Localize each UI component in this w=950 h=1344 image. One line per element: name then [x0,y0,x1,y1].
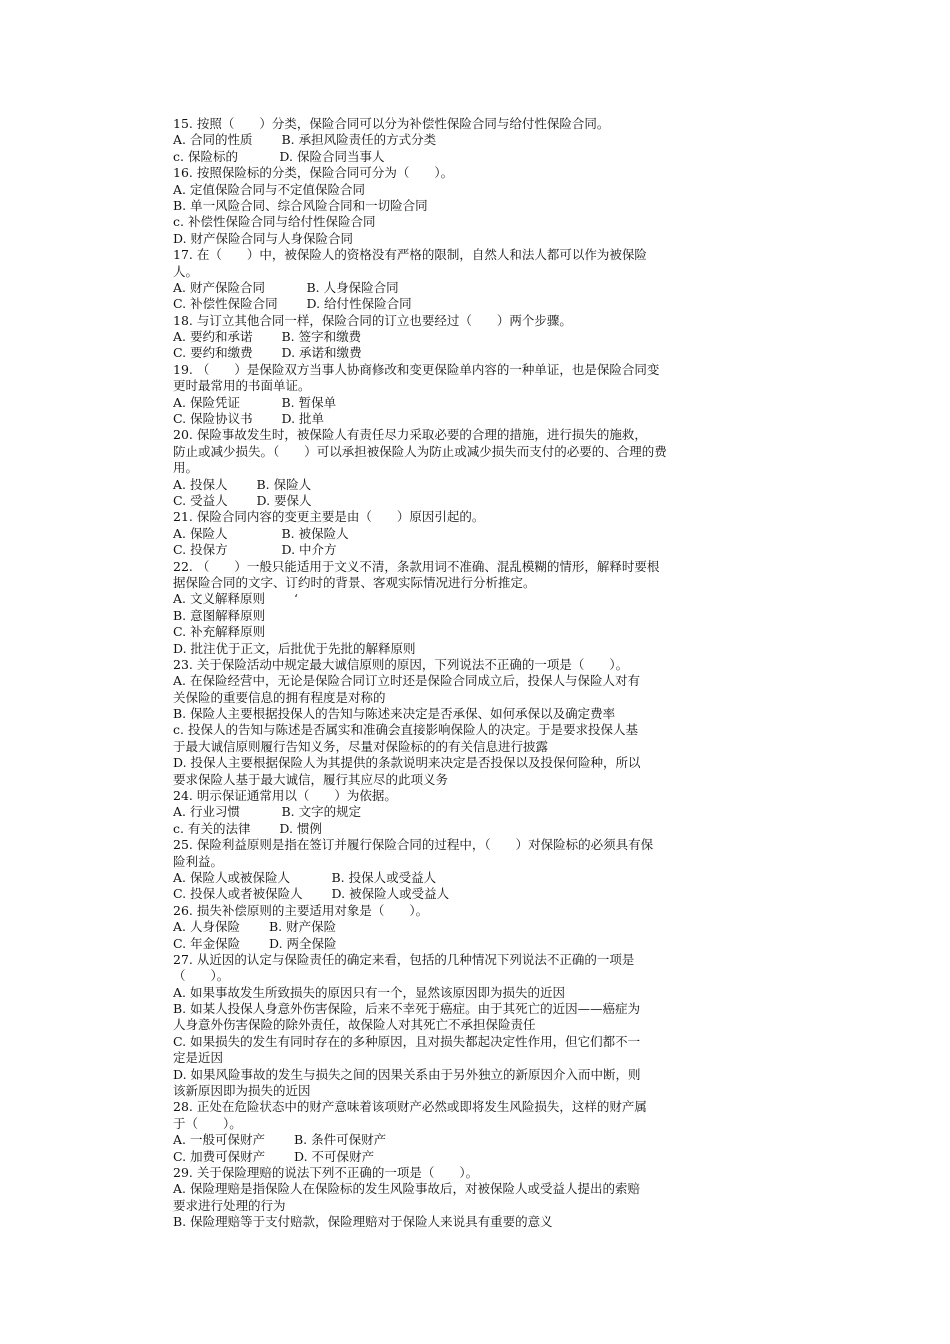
text-line: A. 一般可保财产 B. 条件可保财产 [173,1132,387,1148]
text-line: A. 保险人或被保险人 B. 投保人或受益人 [173,869,437,885]
text-line: 24. 明示保证通常用以（ ）为依据。 [173,788,397,804]
text-line: C. 投保人或者被保险人 D. 被保险人或受益人 [173,886,450,902]
text-line: A. 人身保险 B. 财产保险 [173,919,337,935]
text-line: A. 行业习惯 B. 文字的规定 [173,804,362,820]
text-line: C. 年金保险 D. 两全保险 [173,935,337,951]
text-line: 18. 与订立其他合同一样，保险合同的订立也要经过（ ）两个步骤。 [173,312,572,328]
text-line: 21. 保险合同内容的变更主要是由（ ）原因引起的。 [173,509,485,525]
text-line: A. 合同的性质 B. 承担风险责任的方式分类 [173,132,437,148]
text-line: D. 批注优于正文，后批优于先批的解释原则 [173,640,416,656]
text-line: A. 定值保险合同与不定值保险合同 [173,181,365,197]
text-line: 15. 按照（ ）分类，保险合同可以分为补偿性保险合同与给付性保险合同。 [173,116,610,131]
text-line: 关保险的重要信息的拥有程度是对称的 [173,689,386,705]
text-line: D. 投保人主要根据保险人为其提供的条款说明来决定是否投保以及投保何险种，所以 [173,755,641,771]
text-line: 用。 [173,460,199,476]
text-line: c. 有关的法律 D. 惯例 [173,820,322,836]
text-line: 25. 保险利益原则是指在签订并履行保险合同的过程中，（ ）对保险标的必须具有保 [173,837,654,853]
text-line: C. 投保方 D. 中介方 [173,542,337,558]
text-line: A. 保险理赔是指保险人在保险标的发生风险事故后，对被保险人或受益人提出的索赔 [173,1181,640,1197]
text-line: B. 单一风险合同、综合风险合同和一切险合同 [173,197,428,213]
text-line: 要求保险人基于最大诚信，履行其应尽的此项义务 [173,771,449,787]
text-line: 23. 关于保险活动中规定最大诚信原则的原因，下列说法不正确的一项是（ ）。 [173,656,629,672]
text-line: 20. 保险事故发生时，被保险人有责任尽力采取必要的合理的措施，进行损失的施救， [173,427,647,443]
text-line: 于（ ）。 [173,1115,242,1131]
text-line: 人。 [173,263,199,279]
text-line: 17. 在（ ）中，被保险人的资格没有严格的限制，自然人和法人都可以作为被保险 [173,247,647,263]
text-line: 定是近因 [173,1050,224,1066]
document-body [173,116,773,1231]
text-line: A. 保险凭证 B. 暂保单 [173,394,337,410]
text-line: 28. 正处在危险状态中的财产意味着该项财产必然或即将发生风险损失，这样的财产属 [173,1099,647,1115]
text-line: 防止或减少损失。（ ）可以承担被保险人为防止或减少损失而支付的必要的、合理的费 [173,443,667,459]
text-line: C. 补充解释原则 [173,624,266,640]
text-line: B. 意图解释原则 [173,607,266,623]
text-line: 更时最常用的书面单证。 [173,378,311,394]
text-line: A. 文义解释原则 ‘ [173,591,298,607]
text-line: D. 财产保险合同与人身保险合同 [173,230,354,246]
text-line: 险利益。 [173,853,224,869]
text-line: 27. 从近因的认定与保险责任的确定来看，包括的几种情况下列说法不正确的一项是 [173,951,635,967]
text-line: 22. （ ）一般只能适用于文义不清，条款用词不准确、混乱模糊的情形，解释时要根 [173,558,660,574]
text-line: B. 保险理赔等于支付赔款，保险理赔对于保险人来说具有重要的意义 [173,1214,553,1230]
text-line: c. 投保人的告知与陈述是否属实和准确会直接影响保险人的决定。于是要求投保人基 [173,722,638,738]
text-line: （ ）。 [173,968,230,984]
text-line: D. 如果风险事故的发生与损失之间的因果关系由于另外独立的新原因介入而中断，则 [173,1066,641,1082]
text-line: A. 在保险经营中，无论是保险合同订立时还是保险合同成立后，投保人与保险人对有 [173,673,640,689]
text-line: C. 要约和缴费 D. 承诺和缴费 [173,345,362,361]
text-line: 26. 损失补偿原则的主要适用对象是（ ）。 [173,902,429,918]
text-line: C. 补偿性保险合同 D. 给付性保险合同 [173,296,412,312]
text-line: C. 保险协议书 D. 批单 [173,411,325,427]
text-line: B. 保险人主要根据投保人的告知与陈述来决定是否承保、如何承保以及确定费率 [173,706,616,722]
text-line: A. 保险人 B. 被保险人 [173,525,349,541]
text-line: A. 投保人 B. 保险人 [173,476,312,492]
text-line: C. 加费可保财产 D. 不可保财产 [173,1148,375,1164]
text-line: C. 如果损失的发生有同时存在的多种原因，且对损失都起决定性作用，但它们都不一 [173,1033,641,1049]
text-line: 于最大诚信原则履行告知义务，尽量对保险标的的有关信息进行披露 [173,738,549,754]
text-line: A. 如果事故发生所致损失的原因只有一个，显然该原因即为损失的近因 [173,984,565,1000]
text-line: 人身意外伤害保险的除外责任，故保险人对其死亡不承担保险责任 [173,1017,536,1033]
text-line: 16. 按照保险标的分类，保险合同可分为（ ）。 [173,165,454,181]
text-line: B. 如某人投保人身意外伤害保险，后来不幸死于癌症。由于其死亡的近因——癌症为 [173,1001,641,1017]
text-line: 据保险合同的文字、订约时的背景、客观实际情况进行分析推定。 [173,574,536,590]
text-line: 19. （ ）是保险双方当事人协商修改和变更保险单内容的一种单证，也是保险合同变 [173,361,660,377]
text-line: c. 补偿性保险合同与给付性保险合同 [173,214,376,230]
text-line: 要求进行处理的行为 [173,1197,286,1213]
text-line: c. 保险标的 D. 保险合同当事人 [173,148,385,164]
text-line: A. 要约和承诺 B. 签字和缴费 [173,329,362,345]
text-line: C. 受益人 D. 要保人 [173,492,312,508]
text-line: 29. 关于保险理赔的说法下列不正确的一项是（ ）。 [173,1165,479,1180]
text-line: A. 财产保险合同 B. 人身保险合同 [173,279,399,295]
text-line: 该新原因即为损失的近因 [173,1083,311,1099]
